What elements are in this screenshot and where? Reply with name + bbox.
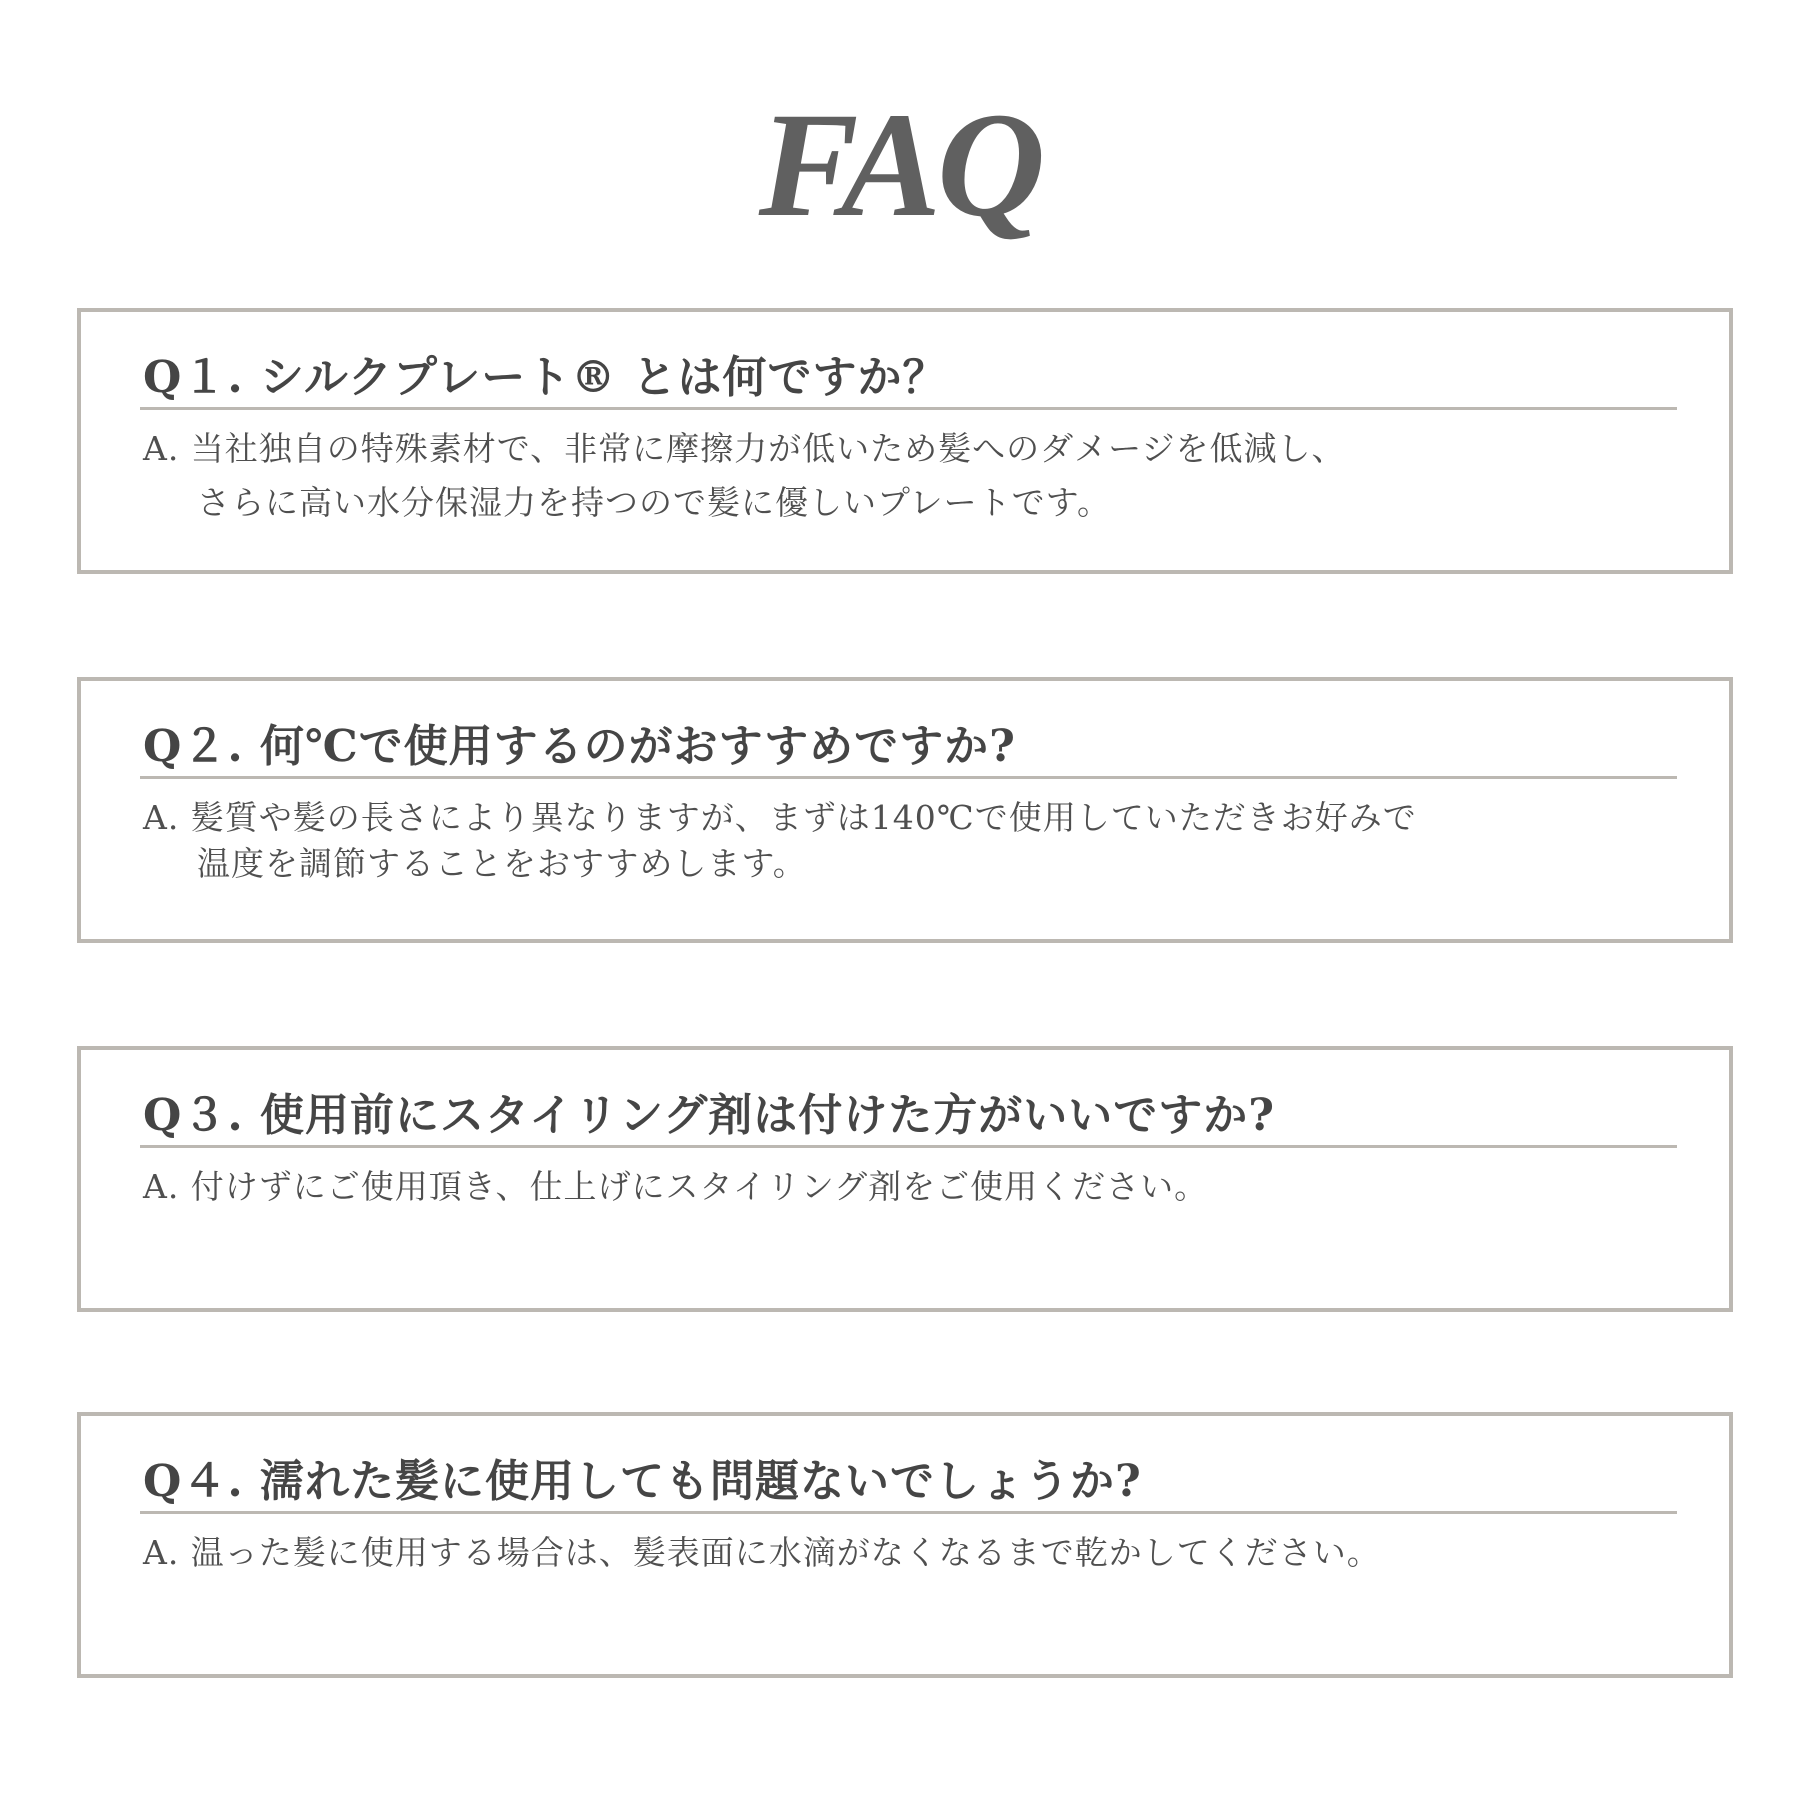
faq-answer-2 (143, 791, 1663, 891)
divider (140, 1145, 1677, 1148)
faq-answer-1 (143, 422, 1663, 530)
divider (140, 1511, 1677, 1514)
faq-question-1: Q１. シルクプレート® とは何ですか？ (143, 352, 948, 403)
faq-question-3: Q３. 使用前にスタイリング剤は付けた方がいいですか? (143, 1090, 1275, 1141)
faq-answer-line: A. 温った髪に使用する場合は、髪表面に水滴がなくなるまで乾かしてください。 (143, 1533, 1381, 1572)
faq-answer-3 (143, 1160, 1663, 1214)
faq-item-3 (77, 1046, 1733, 1312)
faq-item-2 (77, 677, 1733, 943)
faq-answer-line: A. 当社独自の特殊素材で、非常に摩擦力が低いため髪へのダメージを低減し、 (143, 429, 1346, 468)
faq-answer-line: さらに高い水分保湿力を持つので髪に優しいプレートです。 (197, 483, 1112, 522)
faq-item-4 (77, 1412, 1733, 1678)
divider (140, 407, 1677, 410)
faq-answer-line: 温度を調節することをおすすめします。 (197, 844, 807, 883)
faq-answer-line: A. 髪質や髪の長さにより異なりますが、まずは140℃で使用していただきお好みで (143, 798, 1417, 837)
faq-answer-line: A. 付けずにご使用頂き、仕上げにスタイリング剤をご使用ください。 (143, 1167, 1209, 1206)
faq-item-1 (77, 308, 1733, 574)
faq-answer-4 (143, 1526, 1663, 1580)
divider (140, 776, 1677, 779)
page-title: FAQ (758, 82, 1042, 248)
faq-question-4: Q４. 濡れた髪に使用しても問題ないでしょうか? (143, 1456, 1142, 1507)
faq-question-2: Q２. 何℃で使用するのがおすすめですか? (143, 721, 1016, 772)
